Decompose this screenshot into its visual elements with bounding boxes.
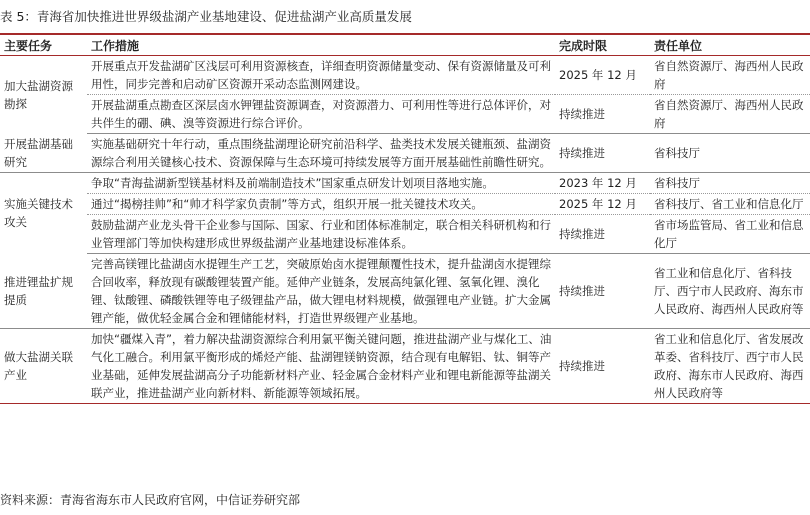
time-cell: 2023 年 12 月	[555, 173, 650, 194]
measure-cell: 开展盐湖重点勘查区深层卤水钾锂盐资源调查，对资源潜力、可利用性等进行总体评价，对共伴生的硼、碘、溴等资源进行综合评价。	[87, 95, 555, 134]
measure-cell: 加快“疆煤入青”，着力解决盐湖资源综合利用氯平衡关键问题，推进盐湖产业与煤化工、油气化工融合。利用氯平衡形成的烯烃产能、盐湖锂镁钠资源，结合现有电解铝、钛、铜等产业基础，延伸发展盐湖高分子功能新材料产业、轻金属合金材料产业和锂电新能源等盐湖关联产业，推进盐湖产业向新材料、新能源等领域拓展。	[87, 329, 555, 404]
table-row	[0, 215, 810, 254]
measure-cell: 完善高镁锂比盐湖卤水提锂生产工艺，突破原始卤水提锂颠覆性技术，提升盐湖卤水提锂综合回收率，释放现有碳酸锂装置产能。延伸产业链条，发展高纯氯化锂、氢氧化锂、溴化锂、钛酸锂、磷酸铁锂等电子级锂盐产品，做大锂电材料规模，做强锂电产业链。扩大金属锂产能，做优轻金属合金和锂储能材料，打造世界级锂产业基地。	[87, 254, 555, 329]
table-row	[0, 329, 810, 404]
time-cell: 2025 年 12 月	[555, 194, 650, 215]
table-row	[0, 173, 810, 194]
table-header-row	[0, 34, 810, 56]
measures-table	[0, 33, 810, 404]
header-task: 主要任务	[0, 34, 87, 56]
unit-cell: 省工业和信息化厅、省发展改革委、省科技厅、西宁市人民政府、海东市人民政府、海西州人民政府等	[650, 329, 810, 404]
header-unit: 责任单位	[650, 34, 810, 56]
time-cell: 持续推进	[555, 254, 650, 329]
measure-cell: 通过“揭榜挂帅”和“帅才科学家负责制”等方式，组织开展一批关键技术攻关。	[87, 194, 555, 215]
measure-cell: 鼓励盐湖产业龙头骨干企业参与国际、国家、行业和团体标准制定，联合相关科研机构和行业管理部门等加快构建形成世界级盐湖产业基地建设标准体系。	[87, 215, 555, 254]
task-cell: 加大盐湖资源勘探	[4, 78, 73, 111]
table-row	[0, 194, 810, 215]
unit-cell: 省科技厅	[650, 134, 810, 173]
task-cell: 做大盐湖关联产业	[0, 329, 87, 404]
time-cell: 2025 年 12 月	[555, 56, 650, 95]
source-note: 资料来源：青海省海东市人民政府官网，中信证券研究部	[0, 493, 301, 507]
measure-cell: 实施基础研究十年行动，重点围绕盐湖理论研究前沿科学、盐类技术发展关键瓶颈、盐湖资源综合利用关键核心技术、资源保障与生态环境可持续发展等方面开展基础性前瞻性研究。	[87, 134, 555, 173]
unit-cell: 省科技厅	[650, 173, 810, 194]
unit-cell: 省市场监管局、省工业和信息化厅	[650, 215, 810, 254]
task-cell: 开展盐湖基础研究	[0, 134, 87, 173]
table-caption: 表 5：青海省加快推进世界级盐湖产业基地建设、促进盐湖产业高质量发展	[0, 9, 412, 24]
task-cell: 推进锂盐扩规提质	[0, 254, 87, 329]
header-measure: 工作措施	[87, 34, 555, 56]
table-row	[0, 134, 810, 173]
unit-cell: 省自然资源厅、海西州人民政府	[650, 56, 810, 95]
header-time: 完成时限	[555, 34, 650, 56]
table-row	[0, 56, 810, 95]
measure-cell: 争取“青海盐湖新型镁基材料及前端制造技术”国家重点研发计划项目落地实施。	[87, 173, 555, 194]
table-row	[0, 95, 810, 134]
unit-cell: 省科技厅、省工业和信息化厅	[650, 194, 810, 215]
time-cell: 持续推进	[555, 95, 650, 134]
time-cell: 持续推进	[555, 134, 650, 173]
task-cell: 实施关键技术攻关	[4, 197, 73, 230]
table-row	[0, 254, 810, 329]
measure-cell: 开展重点开发盐湖矿区浅层可利用资源核查，详细查明资源储量变动、保有资源储量及可利用性，同步完善和启动矿区资源开采动态监测网建设。	[87, 56, 555, 95]
time-cell: 持续推进	[555, 215, 650, 254]
unit-cell: 省自然资源厅、海西州人民政府	[650, 95, 810, 134]
time-cell: 持续推进	[555, 329, 650, 404]
unit-cell: 省工业和信息化厅、省科技厅、西宁市人民政府、海东市人民政府、海西州人民政府等	[650, 254, 810, 329]
